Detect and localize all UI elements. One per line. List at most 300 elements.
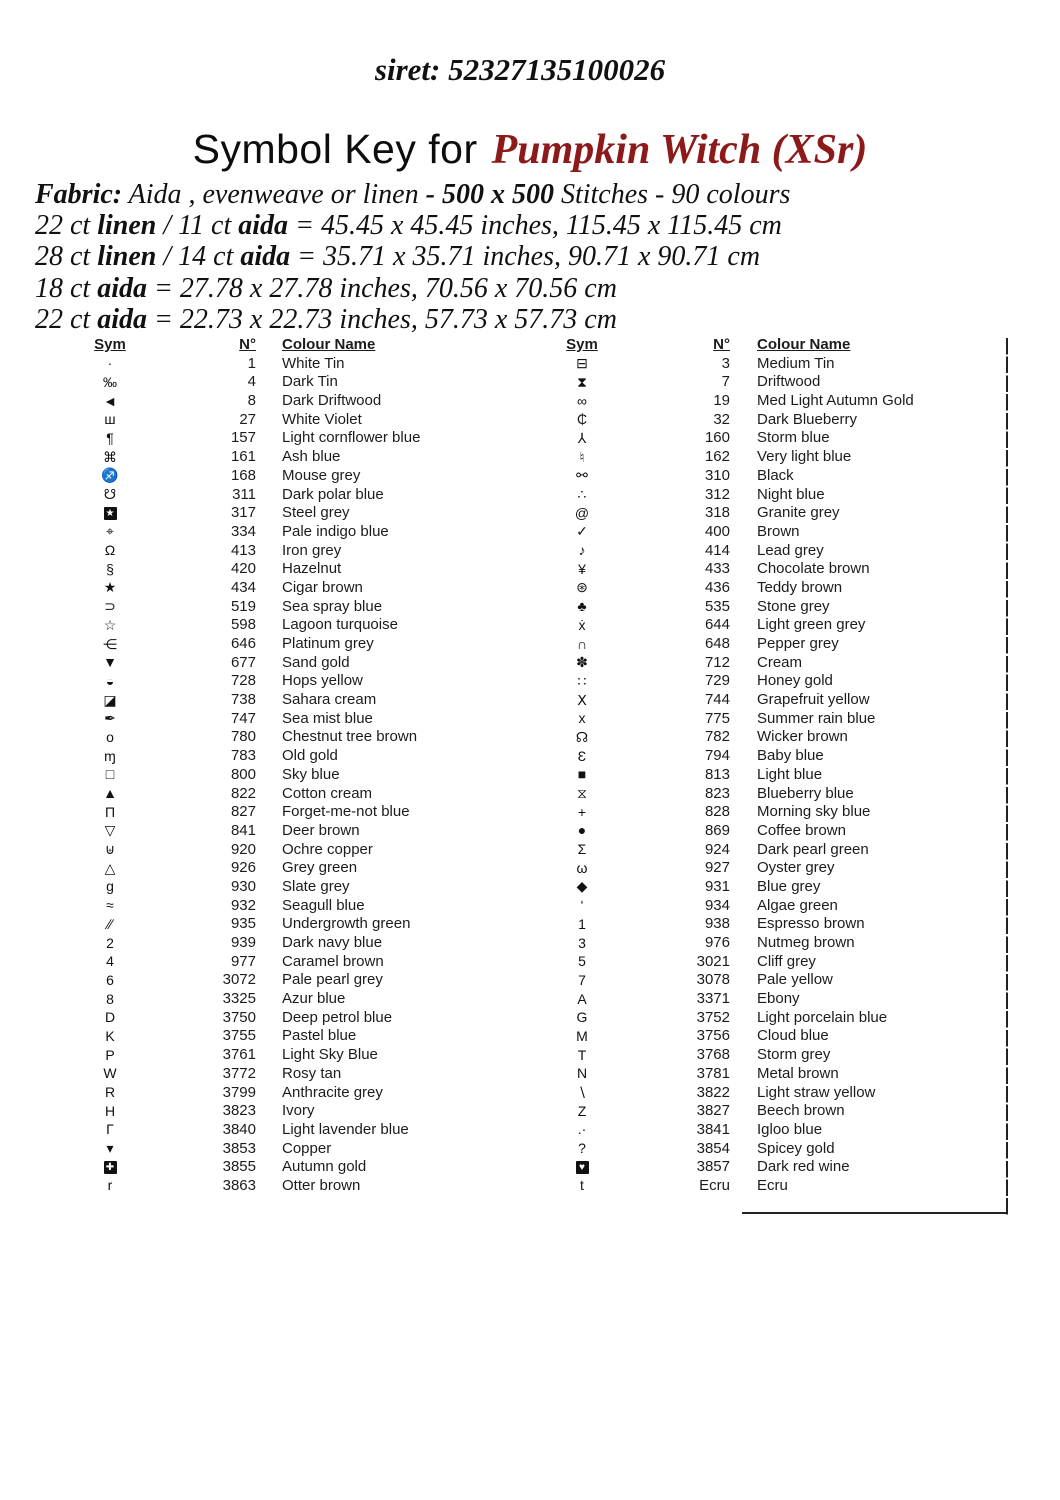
symbol-key-table-right <box>558 336 1006 1196</box>
colour-name: Med Light Autumn Gold <box>757 392 914 410</box>
colour-number: 869 <box>704 821 730 839</box>
symbol-glyph: ⅄ <box>577 429 587 446</box>
key-row <box>558 766 1006 785</box>
colour-name: Driftwood <box>757 373 821 391</box>
colour-name: Wicker brown <box>757 728 848 746</box>
colour-number: Ecru <box>699 1176 730 1194</box>
key-row <box>558 1027 1006 1046</box>
symbol-glyph: ◄ <box>103 392 117 409</box>
key-row <box>558 672 1006 691</box>
colour-name: Deep petrol blue <box>282 1008 393 1026</box>
colour-name: Beech brown <box>757 1102 845 1120</box>
colour-name: Cotton cream <box>282 784 373 802</box>
colour-number: 841 <box>230 821 256 839</box>
symbol-glyph: ẋ <box>578 616 586 633</box>
number-header: N° <box>239 336 256 353</box>
symbol-glyph: A <box>577 990 587 1007</box>
colour-number: 822 <box>230 784 256 802</box>
key-row <box>558 990 1006 1009</box>
colour-number: 828 <box>704 803 730 821</box>
symbol-glyph: ∞ <box>577 392 587 409</box>
colour-name: Ebony <box>757 990 800 1008</box>
symbol-glyph: 4 <box>106 953 114 970</box>
symbol-glyph: 1 <box>578 915 586 932</box>
key-row <box>86 448 516 467</box>
colour-name: Metal brown <box>757 1064 839 1082</box>
key-row <box>558 411 1006 430</box>
symbol-glyph: ⚯ <box>576 467 588 484</box>
symbol-glyph: ⌘ <box>103 448 117 465</box>
symbol-glyph: H <box>104 1102 116 1119</box>
symbol-glyph: .· <box>577 1121 587 1138</box>
title-prefix: Symbol Key for <box>192 126 478 172</box>
key-row <box>558 486 1006 505</box>
colour-name: Light Sky Blue <box>282 1046 378 1064</box>
colour-name: Sea spray blue <box>282 597 383 615</box>
fabric-line-1: Fabric: Aida , evenweave or linen - 500 x 500 Stitches - 90 colours <box>35 179 791 210</box>
colour-name: Lead grey <box>757 541 824 559</box>
colour-number: 926 <box>230 859 256 877</box>
key-row <box>558 560 1006 579</box>
symbol-glyph: ∷ <box>577 672 587 689</box>
key-table-header <box>558 336 1006 355</box>
symbol-glyph: ◒ <box>105 672 115 689</box>
colour-name: Sand gold <box>282 653 350 671</box>
colour-number: 813 <box>704 765 730 783</box>
colour-number: 794 <box>704 747 730 765</box>
symbol-glyph: ∴ <box>577 486 587 502</box>
colour-name: Seagull blue <box>282 896 365 914</box>
colour-name: Espresso brown <box>757 915 865 933</box>
symbol-glyph: ⊎ <box>104 841 116 858</box>
colour-number: 168 <box>230 466 256 484</box>
colour-number: 535 <box>704 597 730 615</box>
colour-name: Sky blue <box>282 765 340 783</box>
colour-number: 3021 <box>696 952 730 970</box>
symbol-glyph: ¥ <box>578 560 586 577</box>
colour-number: 318 <box>704 504 730 522</box>
fabric-info <box>35 179 1035 335</box>
key-row <box>558 1121 1006 1140</box>
colour-number: 413 <box>230 541 256 559</box>
colour-name: Slate grey <box>282 877 350 895</box>
key-row <box>558 1158 1006 1177</box>
key-row <box>86 616 516 635</box>
colour-number: 3756 <box>696 1027 730 1045</box>
table-right-border <box>1006 338 1008 1215</box>
colour-number: 775 <box>704 709 730 727</box>
key-row <box>558 542 1006 561</box>
key-row <box>558 467 1006 486</box>
colour-number: 939 <box>230 934 256 951</box>
colour-name: Hazelnut <box>282 560 342 578</box>
colour-number: 780 <box>230 728 256 746</box>
colour-number: 924 <box>704 840 730 858</box>
key-row <box>558 841 1006 860</box>
key-row <box>86 766 516 785</box>
colour-name: Dark Blueberry <box>757 410 858 428</box>
colour-number: 3752 <box>696 1008 730 1026</box>
key-row <box>86 785 516 804</box>
colour-name: Mouse grey <box>282 466 361 484</box>
colour-name: Algae green <box>757 896 838 914</box>
colour-number: 729 <box>704 672 730 690</box>
key-row <box>558 523 1006 542</box>
colour-name: Autumn gold <box>282 1158 367 1176</box>
symbol-glyph: ∩ <box>576 635 588 652</box>
key-row <box>558 579 1006 598</box>
key-row <box>86 542 516 561</box>
symbol-glyph: Γ <box>106 1121 114 1138</box>
symbol-glyph: △ <box>104 859 116 876</box>
symbol-glyph: Π <box>104 803 116 820</box>
colour-number: 3078 <box>696 971 730 989</box>
colour-name: Anthracite grey <box>282 1083 383 1101</box>
symbol-glyph: K <box>105 1027 115 1044</box>
symbol-glyph: x <box>578 710 586 727</box>
table-bottom-border <box>742 1212 1007 1214</box>
colour-name: Stone grey <box>757 597 830 615</box>
key-row <box>86 878 516 897</box>
key-table-header <box>86 336 516 355</box>
colour-number: 677 <box>230 653 256 671</box>
colour-number: 420 <box>230 560 256 578</box>
colour-number: 747 <box>230 709 256 727</box>
key-row <box>86 486 516 505</box>
colour-number: 436 <box>704 578 730 596</box>
colour-name: Cream <box>757 653 803 671</box>
colour-number: 3755 <box>222 1027 256 1045</box>
symbol-glyph: ★ <box>104 507 117 520</box>
colour-name: Otter brown <box>282 1176 361 1194</box>
colour-name: White Tin <box>282 354 345 372</box>
key-row <box>558 1046 1006 1065</box>
colour-name: Light green grey <box>757 616 866 634</box>
colour-number: 920 <box>230 840 256 858</box>
colour-name: Morning sky blue <box>757 803 871 821</box>
key-row <box>558 859 1006 878</box>
colour-number: 3781 <box>696 1064 730 1082</box>
symbol-glyph: ₵ <box>576 411 588 428</box>
colour-name: Spicey gold <box>757 1139 835 1157</box>
colour-number: 4 <box>247 373 256 391</box>
key-row <box>86 710 516 729</box>
colour-number: 3799 <box>222 1083 256 1101</box>
colour-name: Sea mist blue <box>282 709 373 727</box>
colour-number: 3857 <box>696 1158 730 1176</box>
symbol-glyph: ● <box>577 822 587 839</box>
colour-number: 3772 <box>222 1064 256 1082</box>
symbol-glyph: ★ <box>103 579 117 596</box>
key-row <box>86 1158 516 1177</box>
colour-number: 162 <box>704 448 730 466</box>
colour-name: Dark navy blue <box>282 934 383 951</box>
colour-number: 433 <box>704 560 730 578</box>
colour-number: 648 <box>704 635 730 652</box>
key-row <box>86 1046 516 1065</box>
colour-name: Light porcelain blue <box>757 1008 888 1026</box>
symbol-glyph: · <box>107 355 113 372</box>
key-row <box>86 803 516 822</box>
key-row <box>86 747 516 766</box>
key-row <box>86 934 516 953</box>
key-row <box>558 710 1006 729</box>
symbol-glyph: N <box>576 1065 588 1082</box>
number-header: N° <box>713 336 730 353</box>
key-row <box>558 1084 1006 1103</box>
symbol-glyph: ⊛ <box>576 579 588 596</box>
colour-name: Black <box>757 466 794 484</box>
colour-number: 800 <box>230 765 256 783</box>
symbol-glyph: ■ <box>577 766 587 783</box>
colour-number: 3 <box>721 354 730 372</box>
colour-number: 3761 <box>222 1046 256 1064</box>
symbol-glyph: R <box>104 1084 116 1100</box>
colour-name: Dark pearl green <box>757 840 869 858</box>
colour-number: 3840 <box>222 1120 256 1138</box>
colour-number: 3853 <box>222 1139 256 1157</box>
colour-name: Pepper grey <box>757 635 839 652</box>
key-row <box>558 691 1006 710</box>
key-row <box>86 990 516 1009</box>
colour-name: Grapefruit yellow <box>757 691 870 709</box>
key-row <box>86 429 516 448</box>
key-row <box>558 897 1006 916</box>
colour-name: Coffee brown <box>757 821 846 839</box>
colour-number: 3822 <box>696 1083 730 1101</box>
symbol-glyph: P <box>105 1046 115 1063</box>
colour-name: Pale yellow <box>757 971 833 989</box>
symbol-glyph: ☊ <box>575 728 589 745</box>
symbol-glyph: ɱ <box>104 747 116 764</box>
symbol-glyph: ✒ <box>104 710 116 727</box>
fabric-line-4: 18 ct aida = 27.78 x 27.78 inches, 70.56 x 70.56 cm <box>35 272 617 304</box>
colour-name: Light blue <box>757 765 823 783</box>
sym-header: Sym <box>566 336 598 353</box>
colour-name: Night blue <box>757 485 825 503</box>
symbol-glyph: ∖ <box>577 1084 587 1100</box>
colour-name: Pale pearl grey <box>282 971 383 989</box>
key-row <box>86 1121 516 1140</box>
colour-number: 27 <box>239 410 256 428</box>
colour-number: 646 <box>230 635 256 652</box>
colour-name: Hops yellow <box>282 672 363 690</box>
colour-name: Cigar brown <box>282 578 363 596</box>
colour-number: 3827 <box>696 1102 730 1120</box>
key-row <box>86 560 516 579</box>
colour-name: Undergrowth green <box>282 915 411 933</box>
siret-line: siret: 52327135100026 <box>374 52 666 87</box>
key-row <box>86 1177 516 1196</box>
symbol-glyph: ♣ <box>577 598 587 615</box>
colour-number: 783 <box>230 747 256 765</box>
symbol-glyph: ‘ <box>580 897 584 914</box>
colour-name: Pastel blue <box>282 1027 357 1045</box>
colour-number: 931 <box>704 877 730 895</box>
colour-name: Granite grey <box>757 504 840 522</box>
colour-name: Ivory <box>282 1102 315 1120</box>
key-row <box>86 523 516 542</box>
symbol-glyph: ⧖ <box>577 785 587 801</box>
colour-name: Honey gold <box>757 672 833 690</box>
colour-name: Nutmeg brown <box>757 934 855 951</box>
symbol-glyph: ⧗ <box>577 373 587 390</box>
symbol-glyph: D <box>104 1009 116 1026</box>
symbol-glyph: ⌖ <box>106 523 114 540</box>
symbol-glyph: Ω <box>104 542 116 559</box>
symbol-glyph: g <box>106 878 114 895</box>
fabric-line-5: 22 ct aida = 22.73 x 22.73 inches, 57.73 x 57.73 cm <box>35 303 617 335</box>
key-row <box>86 467 516 486</box>
colour-number: 310 <box>704 466 730 484</box>
key-row <box>86 728 516 747</box>
colour-name: Dark polar blue <box>282 485 384 503</box>
colour-name: Cliff grey <box>757 952 816 970</box>
colour-name: Lagoon turquoise <box>282 616 398 634</box>
colour-name: Chocolate brown <box>757 560 870 578</box>
symbol-glyph: ‰ <box>103 373 117 390</box>
key-row <box>558 448 1006 467</box>
colour-number: 782 <box>704 728 730 746</box>
key-row <box>558 1177 1006 1196</box>
key-row <box>86 1102 516 1121</box>
key-row <box>86 635 516 654</box>
symbol-glyph: ☆ <box>103 616 117 633</box>
key-row <box>558 822 1006 841</box>
symbol-glyph: ▲ <box>103 785 117 801</box>
colour-number: 728 <box>230 672 256 690</box>
symbol-glyph: ♮ <box>579 448 585 465</box>
key-row <box>558 635 1006 654</box>
colour-number: 3823 <box>222 1102 256 1120</box>
key-row <box>558 785 1006 804</box>
key-row <box>86 411 516 430</box>
symbol-glyph: ▾ <box>106 1140 114 1157</box>
colour-name: Blue grey <box>757 877 821 895</box>
colour-number: 312 <box>704 485 730 503</box>
symbol-glyph: ≈ <box>106 897 114 914</box>
symbol-glyph: Ⅹ <box>577 691 587 708</box>
colour-number: 3371 <box>696 990 730 1008</box>
colour-name: Baby blue <box>757 747 824 765</box>
colour-name: Summer rain blue <box>757 709 876 727</box>
key-row <box>558 598 1006 617</box>
colour-number: 414 <box>704 541 730 559</box>
key-row <box>558 728 1006 747</box>
colour-name: Ecru <box>757 1176 788 1194</box>
colour-number: 434 <box>230 578 256 596</box>
colour-number: 977 <box>230 952 256 970</box>
colour-number: 3072 <box>222 971 256 989</box>
key-row <box>558 747 1006 766</box>
key-row <box>86 579 516 598</box>
fabric-line-3: 28 ct linen / 14 ct aida = 35.71 x 35.71 inches, 90.71 x 90.71 cm <box>35 241 761 273</box>
symbol-glyph: ☋ <box>103 486 117 502</box>
sym-header: Sym <box>94 336 126 353</box>
symbol-glyph: ♪ <box>578 542 586 559</box>
key-row <box>558 971 1006 990</box>
key-row <box>86 504 516 523</box>
colour-name: Azur blue <box>282 990 346 1008</box>
colour-number: 927 <box>704 859 730 877</box>
symbol-glyph: Z <box>577 1102 587 1119</box>
symbol-glyph: o <box>106 728 114 745</box>
colour-number: 938 <box>704 915 730 933</box>
colour-name: Chestnut tree brown <box>282 728 418 746</box>
symbol-glyph: 5 <box>578 953 586 970</box>
key-row <box>558 1065 1006 1084</box>
symbol-glyph: r <box>107 1177 113 1194</box>
symbol-glyph: ♥ <box>576 1161 589 1174</box>
colour-name-header: Colour Name <box>757 336 851 353</box>
colour-number: 644 <box>704 616 730 634</box>
symbol-glyph: ¶ <box>106 429 114 446</box>
colour-number: 712 <box>704 653 730 671</box>
key-row <box>86 822 516 841</box>
symbol-glyph: + <box>577 803 587 820</box>
colour-name: Sahara cream <box>282 691 377 709</box>
symbol-glyph: ? <box>578 1140 586 1157</box>
colour-number: 930 <box>230 877 256 895</box>
colour-number: 3863 <box>222 1176 256 1194</box>
key-row <box>558 429 1006 448</box>
symbol-glyph: ω <box>576 859 588 876</box>
key-row <box>86 915 516 934</box>
colour-number: 519 <box>230 597 256 615</box>
symbol-glyph: t <box>580 1177 584 1194</box>
colour-number: 3750 <box>222 1008 256 1026</box>
key-row <box>558 616 1006 635</box>
colour-name: Light cornflower blue <box>282 429 421 447</box>
symbol-key-tables <box>0 336 1060 1236</box>
colour-name: Copper <box>282 1139 332 1157</box>
colour-number: 400 <box>704 522 730 540</box>
symbol-glyph: G <box>576 1009 588 1026</box>
key-row <box>86 897 516 916</box>
colour-name: Grey green <box>282 859 358 877</box>
key-row <box>86 1065 516 1084</box>
symbol-glyph: T <box>577 1046 587 1063</box>
colour-name: Caramel brown <box>282 952 384 970</box>
symbol-glyph: ш <box>104 411 116 428</box>
colour-name: Ash blue <box>282 448 341 466</box>
symbol-glyph: ▼ <box>103 654 117 671</box>
colour-name-header: Colour Name <box>282 336 376 353</box>
colour-name: Iron grey <box>282 541 342 559</box>
key-row <box>86 392 516 411</box>
colour-name: Medium Tin <box>757 354 835 372</box>
key-row <box>558 1102 1006 1121</box>
key-row <box>558 934 1006 953</box>
symbol-glyph: ◪ <box>103 691 117 708</box>
colour-name: Light lavender blue <box>282 1120 409 1138</box>
symbol-key-table-left <box>86 336 516 1196</box>
colour-number: 976 <box>704 934 730 951</box>
page-title <box>0 126 1060 174</box>
colour-number: 157 <box>230 429 256 447</box>
colour-name: Storm grey <box>757 1046 831 1064</box>
colour-name: Blueberry blue <box>757 784 854 802</box>
symbol-glyph: ⊟ <box>576 355 588 372</box>
colour-number: 317 <box>230 504 256 522</box>
symbol-glyph: ⋲ <box>103 635 117 652</box>
symbol-glyph: 8 <box>106 990 114 1007</box>
colour-name: Forget-me-not blue <box>282 803 410 821</box>
colour-name: Platinum grey <box>282 635 374 652</box>
colour-name: Igloo blue <box>757 1120 823 1138</box>
key-row <box>558 915 1006 934</box>
fabric-line-2: 22 ct linen / 11 ct aida = 45.45 x 45.45 inches, 115.45 x 115.45 cm <box>35 210 782 242</box>
